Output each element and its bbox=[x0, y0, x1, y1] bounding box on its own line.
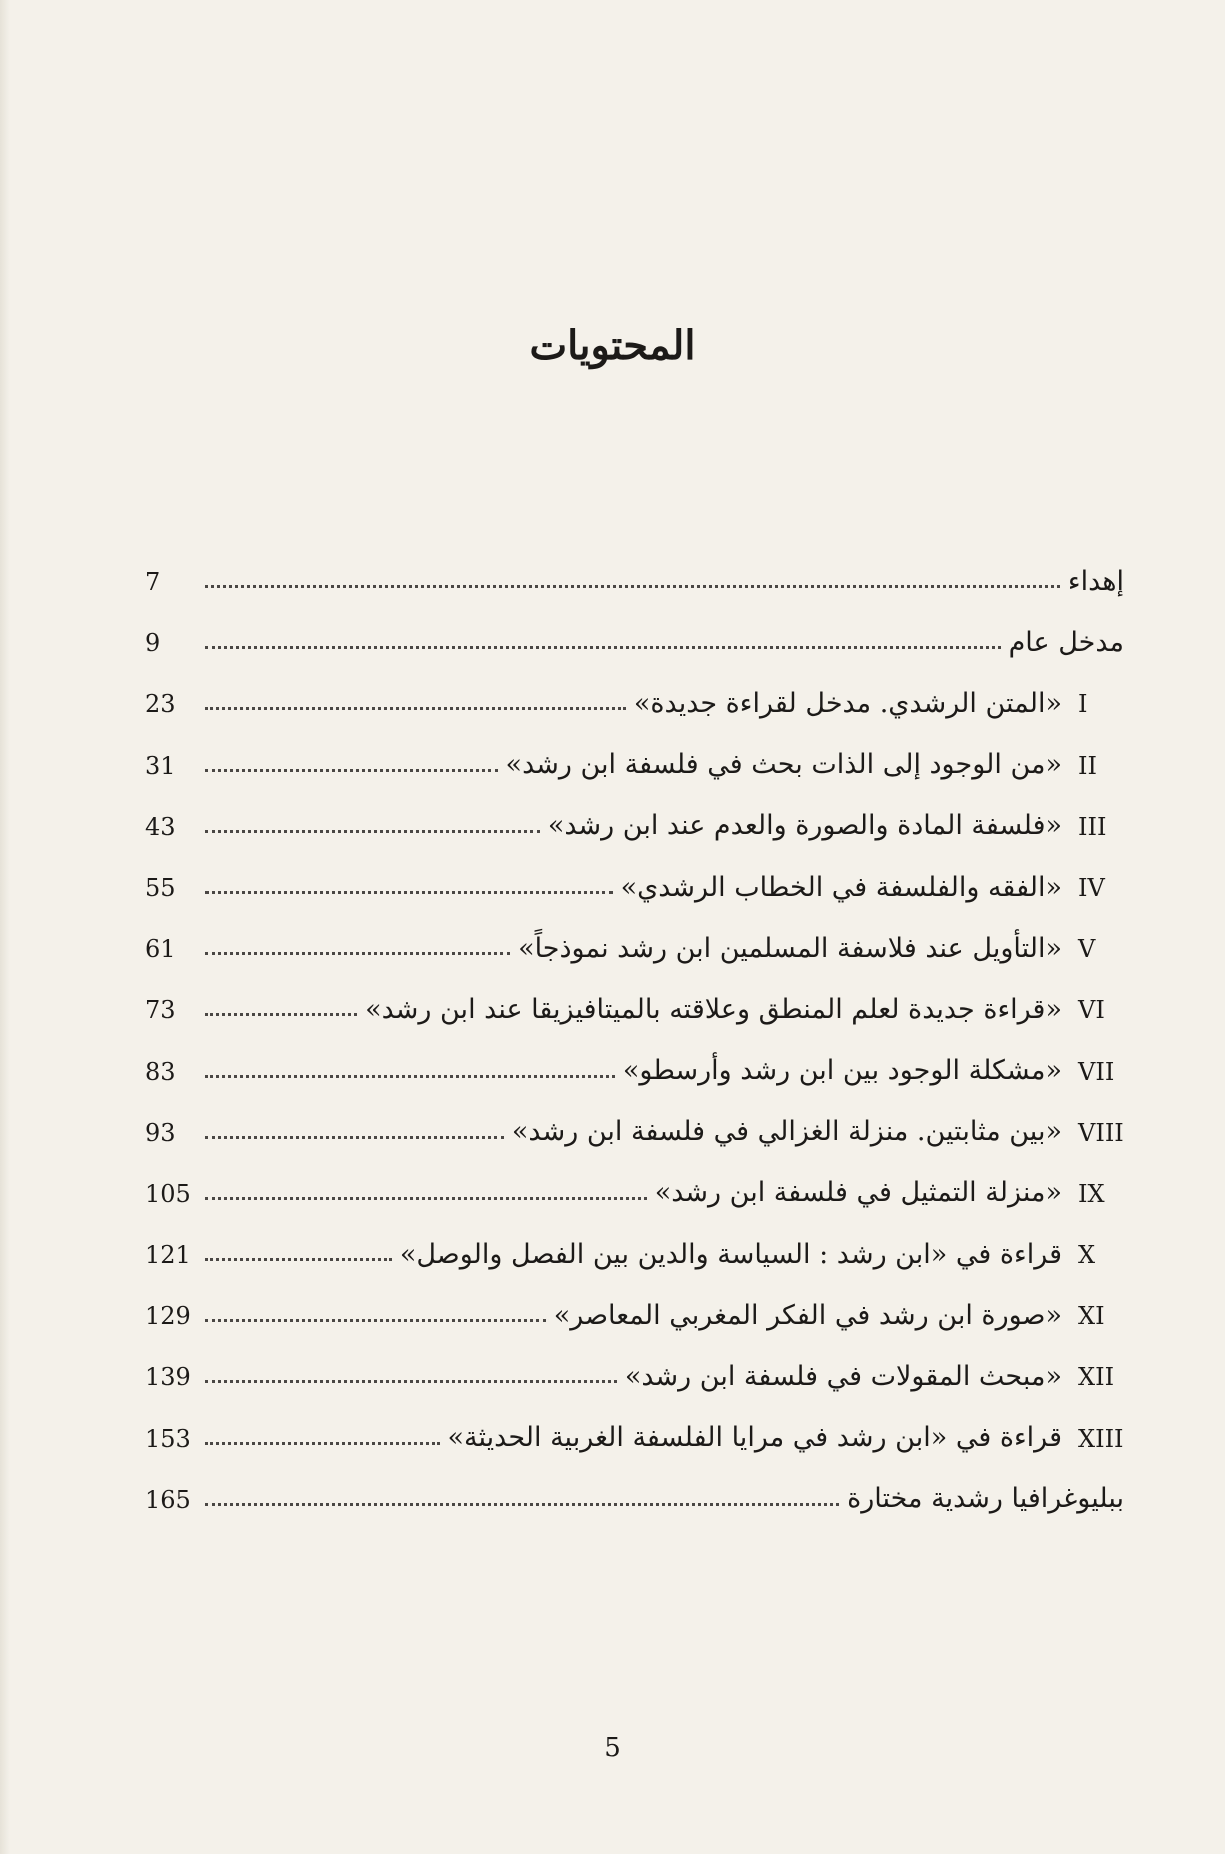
toc-entry-page-number: 23 bbox=[145, 690, 176, 719]
toc-entry-page-number: 43 bbox=[145, 812, 176, 841]
toc-entry-numeral: IV bbox=[1078, 873, 1105, 902]
toc-entry bbox=[145, 1405, 1140, 1466]
toc-entry-title: «الفقه والفلسفة في الخطاب الرشدي» bbox=[620, 871, 1062, 903]
dot-leader bbox=[205, 1197, 647, 1200]
toc-entry-numeral: XIII bbox=[1078, 1424, 1124, 1453]
toc-entry bbox=[145, 732, 1140, 793]
toc-entry-numeral: X bbox=[1078, 1241, 1096, 1270]
toc-entry-title: «صورة ابن رشد في الفكر المغربي المعاصر» bbox=[553, 1299, 1062, 1331]
dot-leader bbox=[205, 1136, 504, 1139]
toc-entry bbox=[145, 1343, 1140, 1404]
toc-entry-title: قراءة في «ابن رشد في مرايا الفلسفة الغربية الحديثة» bbox=[447, 1422, 1062, 1454]
toc-entry-title: إهداء bbox=[1067, 565, 1124, 597]
dot-leader bbox=[205, 646, 1001, 649]
dot-leader bbox=[205, 1442, 440, 1445]
dot-leader bbox=[205, 1503, 839, 1506]
toc-entry-title: «المتن الرشدي. مدخل لقراءة جديدة» bbox=[633, 687, 1062, 719]
toc-entry-page-number: 121 bbox=[145, 1241, 191, 1270]
toc-entry-page-number: 129 bbox=[145, 1302, 191, 1331]
toc-entry-page-number: 165 bbox=[145, 1485, 191, 1514]
toc-entry bbox=[145, 1160, 1140, 1221]
toc-entry-numeral: II bbox=[1078, 751, 1097, 780]
dot-leader bbox=[205, 769, 498, 772]
toc-entry-numeral: VI bbox=[1078, 996, 1105, 1025]
toc-entry-page-number: 139 bbox=[145, 1363, 191, 1392]
toc-entry-numeral: VIII bbox=[1078, 1118, 1124, 1147]
toc-entry-title: «فلسفة المادة والصورة والعدم عند ابن رشد» bbox=[547, 810, 1062, 842]
toc-entry-page-number: 7 bbox=[145, 568, 161, 596]
toc-entry bbox=[145, 1038, 1140, 1099]
dot-leader bbox=[205, 1380, 617, 1383]
toc-entry bbox=[145, 854, 1140, 915]
toc-entry-title: قراءة في «ابن رشد : السياسة والدين بين الفصل والوصل» bbox=[399, 1238, 1062, 1270]
toc-entry bbox=[145, 915, 1140, 976]
toc-entry-page-number: 153 bbox=[145, 1424, 191, 1453]
page-title: المحتويات bbox=[529, 322, 696, 369]
toc-entry bbox=[145, 793, 1140, 854]
toc-entry bbox=[145, 1099, 1140, 1160]
dot-leader bbox=[205, 1319, 546, 1322]
toc-entry-title: «مشكلة الوجود بين ابن رشد وأرسطو» bbox=[622, 1055, 1062, 1087]
toc-entry-page-number: 83 bbox=[145, 1057, 176, 1086]
dot-leader bbox=[205, 891, 613, 894]
toc-entry-title: «بين مثابتين. منزلة الغزالي في فلسفة ابن رشد» bbox=[511, 1116, 1062, 1148]
toc-entry-title: «التأويل عند فلاسفة المسلمين ابن رشد نموذجاً» bbox=[518, 932, 1062, 964]
toc-entry-numeral: III bbox=[1078, 812, 1107, 841]
dot-leader bbox=[205, 952, 510, 955]
toc-entry-title: ببليوغرافيا رشدية مختارة bbox=[847, 1483, 1124, 1515]
dot-leader bbox=[205, 1013, 357, 1016]
toc-entry-page-number: 105 bbox=[145, 1179, 191, 1208]
toc-entry-page-number: 55 bbox=[145, 873, 176, 902]
toc-entry-numeral: IX bbox=[1078, 1179, 1105, 1208]
toc-entry bbox=[145, 976, 1140, 1037]
toc-entry-page-number: 93 bbox=[145, 1118, 176, 1147]
toc-entry-title: «مبحث المقولات في فلسفة ابن رشد» bbox=[624, 1361, 1062, 1393]
toc-entry bbox=[145, 1466, 1140, 1527]
toc-entry bbox=[145, 548, 1140, 609]
dot-leader bbox=[205, 707, 626, 710]
toc-entry-numeral: V bbox=[1078, 935, 1096, 964]
dot-leader bbox=[205, 1075, 615, 1078]
toc-entry bbox=[145, 1221, 1140, 1282]
toc-entry-title: مدخل عام bbox=[1008, 626, 1124, 658]
toc-entry-title: «قراءة جديدة لعلم المنطق وعلاقته بالميتافيزيقا عند ابن رشد» bbox=[365, 993, 1062, 1025]
table-of-contents bbox=[145, 548, 1140, 1527]
page-number: 5 bbox=[604, 1733, 621, 1763]
toc-entry bbox=[145, 670, 1140, 731]
toc-entry-page-number: 73 bbox=[145, 996, 176, 1025]
toc-entry-title: «منزلة التمثيل في فلسفة ابن رشد» bbox=[654, 1177, 1062, 1209]
dot-leader bbox=[205, 830, 540, 833]
dot-leader bbox=[205, 1258, 392, 1261]
toc-entry-numeral: XII bbox=[1078, 1363, 1115, 1392]
toc-entry-page-number: 61 bbox=[145, 935, 176, 964]
toc-entry-numeral: I bbox=[1078, 690, 1088, 719]
dot-leader bbox=[205, 585, 1060, 588]
toc-entry-title: «من الوجود إلى الذات بحث في فلسفة ابن رشد» bbox=[505, 749, 1062, 781]
toc-entry-page-number: 9 bbox=[145, 629, 161, 658]
toc-entry-page-number: 31 bbox=[145, 751, 176, 780]
toc-entry bbox=[145, 1282, 1140, 1343]
toc-entry-numeral: XI bbox=[1078, 1302, 1105, 1331]
toc-entry bbox=[145, 609, 1140, 670]
page-edge bbox=[0, 0, 10, 1854]
toc-entry-numeral: VII bbox=[1078, 1057, 1115, 1086]
